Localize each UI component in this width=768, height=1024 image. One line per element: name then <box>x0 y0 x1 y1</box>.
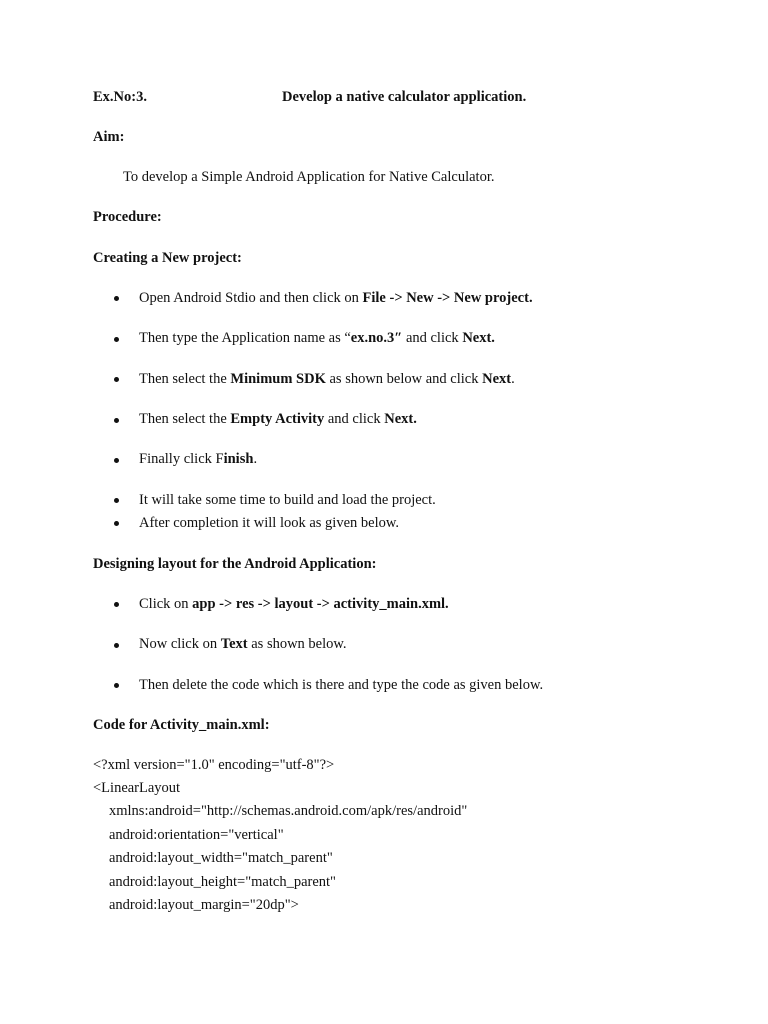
code-line: android:orientation="vertical" <box>109 827 284 843</box>
list-item: After completion it will look as given below. <box>139 515 400 531</box>
bullet-icon <box>114 377 119 382</box>
layout-section-heading: Designing layout for the Android Application: <box>93 556 377 572</box>
bullet-icon <box>114 418 119 423</box>
list-item: Finally click Finish. <box>139 451 258 467</box>
list-item: Then select the Empty Activity and click Next. <box>139 411 417 427</box>
bullet-icon <box>114 643 119 648</box>
code-line: <?xml version="1.0" encoding="utf-8"?> <box>93 757 335 773</box>
code-section-heading: Code for Activity_main.xml: <box>93 717 270 733</box>
bullet-icon <box>114 602 119 607</box>
code-line: android:layout_width="match_parent" <box>109 850 333 866</box>
procedure-heading: Procedure: <box>93 209 162 225</box>
code-line: android:layout_height="match_parent" <box>109 874 336 890</box>
bullet-icon <box>114 683 119 688</box>
list-item: Then type the Application name as “ex.no.3″ and click Next. <box>139 330 495 346</box>
aim-heading: Aim: <box>93 129 125 145</box>
bullet-icon <box>114 296 119 301</box>
creating-project-heading: Creating a New project: <box>93 250 242 266</box>
code-line: android:layout_margin="20dp"> <box>109 897 299 913</box>
list-item: It will take some time to build and load the project. <box>139 492 436 508</box>
list-item: Click on app -> res -> layout -> activity_main.xml. <box>139 596 449 612</box>
bullet-icon <box>114 337 119 342</box>
bullet-icon <box>114 458 119 463</box>
exercise-number: Ex.No:3. <box>93 89 147 105</box>
list-item: Then delete the code which is there and type the code as given below. <box>139 677 544 693</box>
bullet-icon <box>114 498 119 503</box>
page-title: Develop a native calculator application. <box>282 89 527 105</box>
bullet-icon <box>114 521 119 526</box>
code-line: xmlns:android="http://schemas.android.com/apk/res/android" <box>109 803 468 819</box>
code-line: <LinearLayout <box>93 780 181 796</box>
aim-text: To develop a Simple Android Application for Native Calculator. <box>123 169 495 185</box>
list-item: Open Android Stdio and then click on File -> New -> New project. <box>139 290 533 306</box>
list-item: Now click on Text as shown below. <box>139 636 347 652</box>
list-item: Then select the Minimum SDK as shown below and click Next. <box>139 371 515 387</box>
